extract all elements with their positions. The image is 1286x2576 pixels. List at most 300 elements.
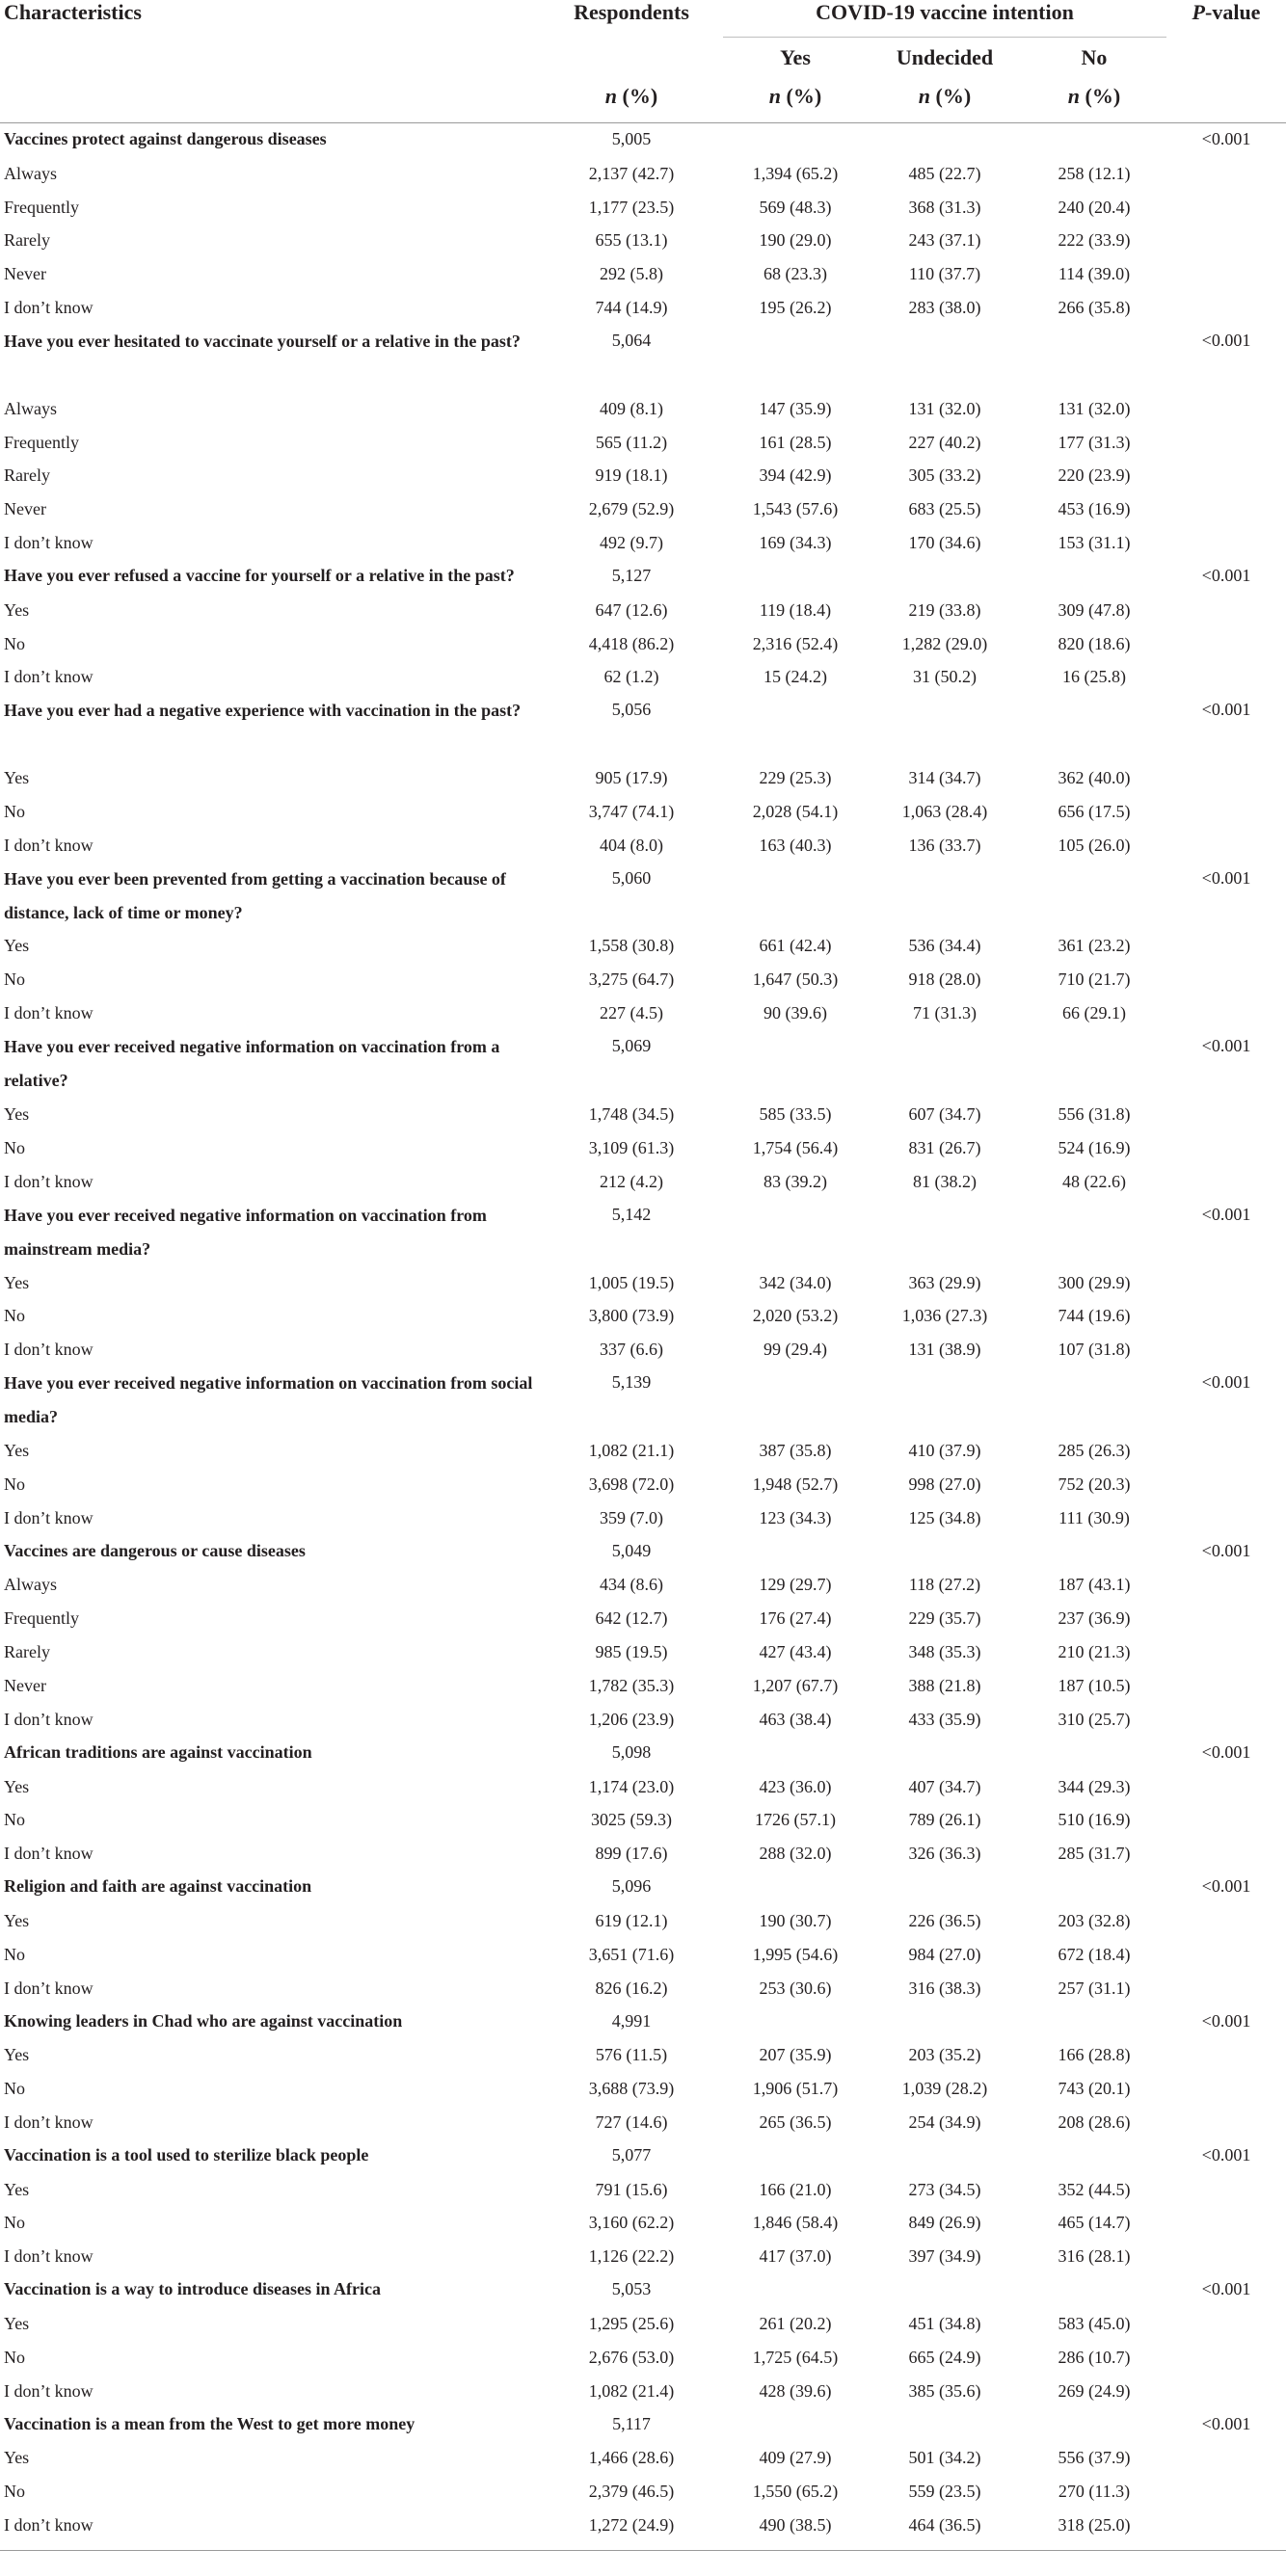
empty-cell (723, 325, 868, 392)
question-label: Vaccines are dangerous or cause diseases (4, 1540, 306, 1560)
no-value: 820 (18.6) (1058, 633, 1131, 653)
yes-value: 1,846 (58.4) (752, 2213, 839, 2233)
question-label: Vaccination is a way to introduce diseases in Africa (4, 2279, 382, 2299)
table-row (0, 257, 1286, 291)
empty-cell (1166, 1434, 1286, 1468)
undecided-value: 227 (40.2) (908, 432, 981, 452)
respondents-value: 1,748 (34.5) (588, 1104, 675, 1125)
question-label: African traditions are against vaccination (4, 1741, 312, 1762)
table-row (0, 225, 1286, 258)
undecided-value: 410 (37.9) (908, 1441, 981, 1461)
respondents-value: 62 (1.2) (603, 667, 659, 687)
response-label: Rarely (4, 465, 50, 486)
table-row (0, 1635, 1286, 1669)
respondents-value: 2,137 (42.7) (588, 163, 675, 183)
yes-value: 68 (23.3) (764, 264, 827, 284)
response-label: Yes (4, 2045, 30, 2065)
no-value: 240 (20.4) (1058, 197, 1131, 217)
response-label: No (4, 1306, 25, 1326)
undecided-value: 501 (34.2) (908, 2448, 981, 2468)
question-total: 5,142 (611, 1204, 652, 1224)
respondents-value: 2,679 (52.9) (588, 499, 675, 519)
p-value: <0.001 (1201, 2413, 1251, 2433)
undecided-value: 1,282 (29.0) (901, 633, 988, 653)
p-value: <0.001 (1201, 1204, 1251, 1224)
header-respondents-n-pct (540, 84, 723, 123)
table-row (0, 661, 1286, 695)
undecided-value: 316 (38.3) (908, 1978, 981, 1998)
yes-value: 417 (37.0) (759, 2246, 832, 2267)
empty-cell (1166, 2341, 1286, 2375)
respondents-value: 1,206 (23.9) (588, 1709, 675, 1729)
no-value: 269 (24.9) (1058, 2380, 1131, 2401)
empty-cell (868, 325, 1022, 392)
respondents-value: 744 (14.9) (595, 298, 668, 318)
p-value: <0.001 (1201, 700, 1251, 720)
table-row (0, 1165, 1286, 1199)
response-label: Always (4, 398, 57, 418)
empty-cell (723, 2408, 868, 2442)
undecided-value: 485 (22.7) (908, 163, 981, 183)
respondents-value: 3,109 (61.3) (588, 1137, 675, 1157)
undecided-value: 131 (38.9) (908, 1340, 981, 1360)
undecided-value: 273 (34.5) (908, 2179, 981, 2199)
question-row (0, 1871, 1286, 1904)
respondents-value: 337 (6.6) (600, 1340, 663, 1360)
undecided-value: 219 (33.8) (908, 599, 981, 620)
no-value: 203 (32.8) (1058, 1910, 1131, 1930)
empty-cell (1022, 2139, 1166, 2173)
response-label: Frequently (4, 1608, 79, 1629)
respondents-value: 492 (9.7) (600, 533, 663, 553)
yes-value: 661 (42.4) (759, 936, 832, 956)
yes-value: 190 (29.0) (759, 230, 832, 251)
yes-value: 15 (24.2) (764, 667, 827, 687)
empty-cell (1166, 2307, 1286, 2341)
respondents-value: 2,379 (46.5) (588, 2482, 675, 2502)
empty-cell (1166, 191, 1286, 225)
question-label: Vaccination is a tool used to sterilize black people (4, 2144, 369, 2164)
empty-cell (723, 1030, 868, 1098)
no-value: 744 (19.6) (1058, 1306, 1131, 1326)
no-value: 258 (12.1) (1058, 163, 1131, 183)
response-label: I don’t know (4, 1709, 94, 1729)
table-row (0, 1299, 1286, 1333)
p-value: <0.001 (1201, 565, 1251, 585)
no-value: 310 (25.7) (1058, 1709, 1131, 1729)
question-label: Have you ever received negative information on vaccination from mainstream media? (4, 1205, 487, 1259)
response-label: No (4, 1810, 25, 1830)
response-label: No (4, 2347, 25, 2367)
undecided-value: 368 (31.3) (908, 197, 981, 217)
no-value: 111 (30.9) (1058, 1507, 1130, 1527)
empty-cell (1022, 694, 1166, 761)
empty-cell (1166, 1299, 1286, 1333)
p-value: <0.001 (1201, 129, 1251, 148)
table-row (0, 1972, 1286, 2005)
yes-value: 123 (34.3) (759, 1507, 832, 1527)
response-label: Always (4, 163, 57, 183)
empty-cell (868, 1367, 1022, 1434)
undecided-value: 984 (27.0) (908, 1944, 981, 1964)
question-total: 5,005 (611, 129, 652, 148)
table-row (0, 2038, 1286, 2072)
no-value: 300 (29.9) (1058, 1272, 1131, 1292)
no-value: 187 (10.5) (1058, 1675, 1131, 1695)
undecided-value: 243 (37.1) (908, 230, 981, 251)
empty-cell (1166, 627, 1286, 661)
respondents-value: 1,295 (25.6) (588, 2314, 675, 2334)
yes-value: 261 (20.2) (759, 2314, 832, 2334)
question-total: 5,069 (611, 1036, 652, 1056)
no-value: 286 (10.7) (1058, 2347, 1131, 2367)
question-row (0, 694, 1286, 761)
header-no-n-pct (1022, 84, 1166, 123)
respondents-value: 1,174 (23.0) (588, 1776, 675, 1796)
response-label: I don’t know (4, 1171, 94, 1191)
respondents-value: 647 (12.6) (595, 599, 668, 620)
no-value: 362 (40.0) (1058, 767, 1131, 787)
table-row (0, 2375, 1286, 2408)
yes-value: 99 (29.4) (764, 1340, 827, 1360)
yes-value: 1,207 (67.7) (752, 1675, 839, 1695)
undecided-value: 388 (21.8) (908, 1675, 981, 1695)
yes-value: 2,028 (54.1) (752, 801, 839, 821)
pct-label: (%) (1080, 84, 1121, 108)
no-value: 257 (31.1) (1058, 1978, 1131, 1998)
no-value: 270 (11.3) (1058, 2482, 1131, 2502)
respondents-value: 434 (8.6) (600, 1575, 663, 1595)
respondents-value: 1,005 (19.5) (588, 1272, 675, 1292)
pct-label: (%) (930, 84, 972, 108)
p-value: <0.001 (1201, 2279, 1251, 2299)
undecided-value: 789 (26.1) (908, 1810, 981, 1830)
response-label: Yes (4, 1104, 30, 1125)
empty-cell (868, 560, 1022, 594)
empty-cell (723, 2139, 868, 2173)
header-undecided: Undecided (896, 45, 994, 69)
response-label: I don’t know (4, 2246, 94, 2267)
no-value: 131 (32.0) (1058, 398, 1131, 418)
response-label: Never (4, 499, 46, 519)
no-value: 177 (31.3) (1058, 432, 1131, 452)
empty-cell (868, 2005, 1022, 2039)
empty-cell (1166, 2207, 1286, 2241)
undecided-value: 363 (29.9) (908, 1272, 981, 1292)
question-total: 5,127 (611, 565, 652, 585)
empty-cell (868, 2139, 1022, 2173)
respondents-value: 1,126 (22.2) (588, 2246, 675, 2267)
question-row (0, 1737, 1286, 1770)
yes-value: 265 (36.5) (759, 2111, 832, 2132)
p-value: <0.001 (1201, 867, 1251, 888)
undecided-value: 385 (35.6) (908, 2380, 981, 2401)
undecided-value: 348 (35.3) (908, 1642, 981, 1662)
header-yes-n-pct (723, 84, 868, 123)
empty-cell (723, 560, 868, 594)
response-label: Always (4, 1575, 57, 1595)
empty-cell (868, 1737, 1022, 1770)
empty-cell (723, 1535, 868, 1569)
empty-cell (1166, 2240, 1286, 2273)
respondents-value: 3,698 (72.0) (588, 1474, 675, 1494)
respondents-value: 791 (15.6) (595, 2179, 668, 2199)
table-row (0, 492, 1286, 526)
empty-cell (1166, 157, 1286, 191)
table-row (0, 627, 1286, 661)
empty-cell (868, 123, 1022, 157)
no-value: 583 (45.0) (1058, 2314, 1131, 2334)
respondents-value: 1,082 (21.4) (588, 2380, 675, 2401)
empty-cell (1022, 1737, 1166, 1770)
yes-value: 1,948 (52.7) (752, 1474, 839, 1494)
table-row (0, 157, 1286, 191)
respondents-value: 1,177 (23.5) (588, 197, 675, 217)
no-value: 672 (18.4) (1058, 1944, 1131, 1964)
empty-cell (1166, 1904, 1286, 1938)
respondents-value: 619 (12.1) (595, 1910, 668, 1930)
empty-cell (1166, 1837, 1286, 1871)
no-value: 208 (28.6) (1058, 2111, 1131, 2132)
table-row (0, 191, 1286, 225)
question-label: Have you ever been prevented from getting a vaccination because of distance, lack of time or money? (4, 868, 506, 922)
empty-cell (1166, 594, 1286, 627)
question-label: Have you ever received negative information on vaccination from a relative? (4, 1037, 500, 1091)
no-value: 344 (29.3) (1058, 1776, 1131, 1796)
respondents-value: 409 (8.1) (600, 398, 663, 418)
table-row (0, 1131, 1286, 1165)
yes-value: 163 (40.3) (759, 835, 832, 855)
response-label: Yes (4, 599, 30, 620)
response-label: Yes (4, 2179, 30, 2199)
yes-value: 423 (36.0) (759, 1776, 832, 1796)
empty-cell (1166, 2441, 1286, 2475)
empty-cell (1022, 2273, 1166, 2307)
respondents-value: 1,272 (24.9) (588, 2515, 675, 2536)
empty-cell (1166, 2106, 1286, 2139)
table-row (0, 526, 1286, 560)
no-value: 66 (29.1) (1062, 1003, 1126, 1023)
yes-value: 166 (21.0) (759, 2179, 832, 2199)
undecided-value: 118 (27.2) (908, 1575, 981, 1595)
undecided-value: 559 (23.5) (908, 2482, 981, 2502)
empty-cell (1166, 257, 1286, 291)
respondents-value: 4,418 (86.2) (588, 633, 675, 653)
no-value: 16 (25.8) (1062, 667, 1126, 687)
empty-cell (1166, 1972, 1286, 2005)
table-row (0, 1098, 1286, 1131)
no-value: 187 (43.1) (1058, 1575, 1131, 1595)
empty-cell (1166, 795, 1286, 829)
empty-cell (868, 863, 1022, 930)
question-total: 5,053 (611, 2279, 652, 2299)
undecided-value: 110 (37.7) (908, 264, 981, 284)
response-label: No (4, 969, 25, 990)
question-row (0, 123, 1286, 157)
response-label: Rarely (4, 1642, 50, 1662)
question-label: Vaccination is a mean from the West to get more money (4, 2413, 415, 2433)
question-row (0, 2139, 1286, 2173)
no-value: 743 (20.1) (1058, 2079, 1131, 2099)
undecided-value: 254 (34.9) (908, 2111, 981, 2132)
table-row (0, 963, 1286, 996)
table-row (0, 2207, 1286, 2241)
undecided-value: 305 (33.2) (908, 465, 981, 486)
empty-cell (1022, 123, 1166, 157)
table-row (0, 1837, 1286, 1871)
no-value: 222 (33.9) (1058, 230, 1131, 251)
undecided-value: 226 (36.5) (908, 1910, 981, 1930)
no-value: 524 (16.9) (1058, 1137, 1131, 1157)
header-p-value (1166, 0, 1286, 123)
empty-cell (868, 1871, 1022, 1904)
response-label: Frequently (4, 432, 79, 452)
empty-cell (1166, 1669, 1286, 1703)
undecided-value: 407 (34.7) (908, 1776, 981, 1796)
empty-cell (1022, 1535, 1166, 1569)
respondents-value: 727 (14.6) (595, 2111, 668, 2132)
empty-cell (1022, 863, 1166, 930)
undecided-value: 81 (38.2) (913, 1171, 977, 1191)
n-letter: n (604, 84, 618, 108)
response-label: Yes (4, 1441, 30, 1461)
question-total: 5,064 (611, 331, 652, 351)
response-label: No (4, 2079, 25, 2099)
empty-cell (1166, 930, 1286, 964)
undecided-value: 918 (28.0) (908, 969, 981, 990)
yes-value: 169 (34.3) (759, 533, 832, 553)
undecided-value: 314 (34.7) (908, 767, 981, 787)
response-label: I don’t know (4, 1978, 94, 1998)
no-value: 318 (25.0) (1058, 2515, 1131, 2536)
no-value: 220 (23.9) (1058, 465, 1131, 486)
empty-cell (1022, 2005, 1166, 2039)
undecided-value: 1,036 (27.3) (901, 1306, 988, 1326)
empty-cell (868, 1030, 1022, 1098)
table-row (0, 2307, 1286, 2341)
respondents-value: 3,651 (71.6) (588, 1944, 675, 1964)
table-body (0, 123, 1286, 2543)
question-row (0, 1535, 1286, 1569)
question-label: Have you ever refused a vaccine for yourself or a relative in the past? (4, 565, 515, 585)
undecided-value: 283 (38.0) (908, 298, 981, 318)
question-row (0, 1199, 1286, 1266)
table-row (0, 1904, 1286, 1938)
undecided-value: 607 (34.7) (908, 1104, 981, 1125)
respondents-value: 1,082 (21.1) (588, 1441, 675, 1461)
table-row (0, 594, 1286, 627)
table-row (0, 459, 1286, 492)
table-row (0, 1770, 1286, 1804)
response-label: Yes (4, 1776, 30, 1796)
empty-cell (1166, 1569, 1286, 1603)
table-row (0, 1434, 1286, 1468)
table-row (0, 1266, 1286, 1300)
response-label: Yes (4, 2448, 30, 2468)
p-value: <0.001 (1201, 1876, 1251, 1897)
response-label: No (4, 1474, 25, 1494)
respondents-value: 1,466 (28.6) (588, 2448, 675, 2468)
no-value: 237 (36.9) (1058, 1608, 1131, 1629)
question-label: Have you ever hesitated to vaccinate yourself or a relative in the past? (4, 332, 521, 352)
empty-cell (723, 2273, 868, 2307)
empty-cell (868, 2408, 1022, 2442)
yes-value: 1,995 (54.6) (752, 1944, 839, 1964)
table-row (0, 1333, 1286, 1367)
n-letter: n (1067, 84, 1081, 108)
yes-value: 569 (48.3) (759, 197, 832, 217)
empty-cell (868, 1199, 1022, 1266)
no-value: 656 (17.5) (1058, 801, 1131, 821)
empty-cell (1166, 661, 1286, 695)
n-letter: n (918, 84, 931, 108)
yes-value: 1726 (57.1) (755, 1810, 836, 1830)
question-row (0, 863, 1286, 930)
question-total: 5,117 (612, 2413, 651, 2433)
question-label: Have you ever received negative information on vaccination from social media? (4, 1373, 533, 1427)
no-value: 105 (26.0) (1058, 835, 1131, 855)
no-value: 285 (31.7) (1058, 1844, 1131, 1864)
respondents-value: 565 (11.2) (595, 432, 668, 452)
table-row (0, 392, 1286, 426)
respondents-value: 1,558 (30.8) (588, 936, 675, 956)
table-row (0, 2475, 1286, 2509)
empty-cell (1166, 1635, 1286, 1669)
respondents-value: 404 (8.0) (600, 835, 663, 855)
question-total: 5,139 (611, 1372, 652, 1393)
empty-cell (868, 2273, 1022, 2307)
table-row (0, 829, 1286, 863)
yes-value: 288 (32.0) (759, 1844, 832, 1864)
response-label: Never (4, 1675, 46, 1695)
p-value: <0.001 (1201, 1540, 1251, 1560)
empty-cell (723, 694, 868, 761)
empty-cell (1166, 426, 1286, 460)
response-label: Yes (4, 1272, 30, 1292)
empty-cell (723, 123, 868, 157)
table-row (0, 2441, 1286, 2475)
undecided-value: 1,039 (28.2) (901, 2079, 988, 2099)
yes-value: 409 (27.9) (759, 2448, 832, 2468)
undecided-value: 831 (26.7) (908, 1137, 981, 1157)
empty-cell (1166, 2475, 1286, 2509)
no-value: 266 (35.8) (1058, 298, 1131, 318)
empty-cell (868, 694, 1022, 761)
empty-cell (1022, 325, 1166, 392)
response-label: I don’t know (4, 2111, 94, 2132)
p-value: <0.001 (1201, 2010, 1251, 2031)
respondents-value: 3,747 (74.1) (588, 801, 675, 821)
empty-cell (1166, 2509, 1286, 2542)
empty-cell (1166, 1938, 1286, 1972)
response-label: I don’t know (4, 1340, 94, 1360)
empty-cell (1166, 1803, 1286, 1837)
yes-value: 585 (33.5) (759, 1104, 832, 1125)
table-row (0, 1803, 1286, 1837)
respondents-value: 576 (11.5) (595, 2045, 668, 2065)
respondents-value: 3,275 (64.7) (588, 969, 675, 990)
empty-cell (1166, 1266, 1286, 1300)
question-total: 5,098 (611, 1741, 652, 1762)
empty-cell (1166, 492, 1286, 526)
header-respondents: Respondents (574, 0, 689, 24)
empty-cell (1166, 761, 1286, 795)
respondents-value: 227 (4.5) (600, 1003, 663, 1023)
question-total: 5,077 (611, 2144, 652, 2164)
question-row (0, 1367, 1286, 1434)
table-row (0, 1938, 1286, 1972)
empty-cell (1166, 392, 1286, 426)
